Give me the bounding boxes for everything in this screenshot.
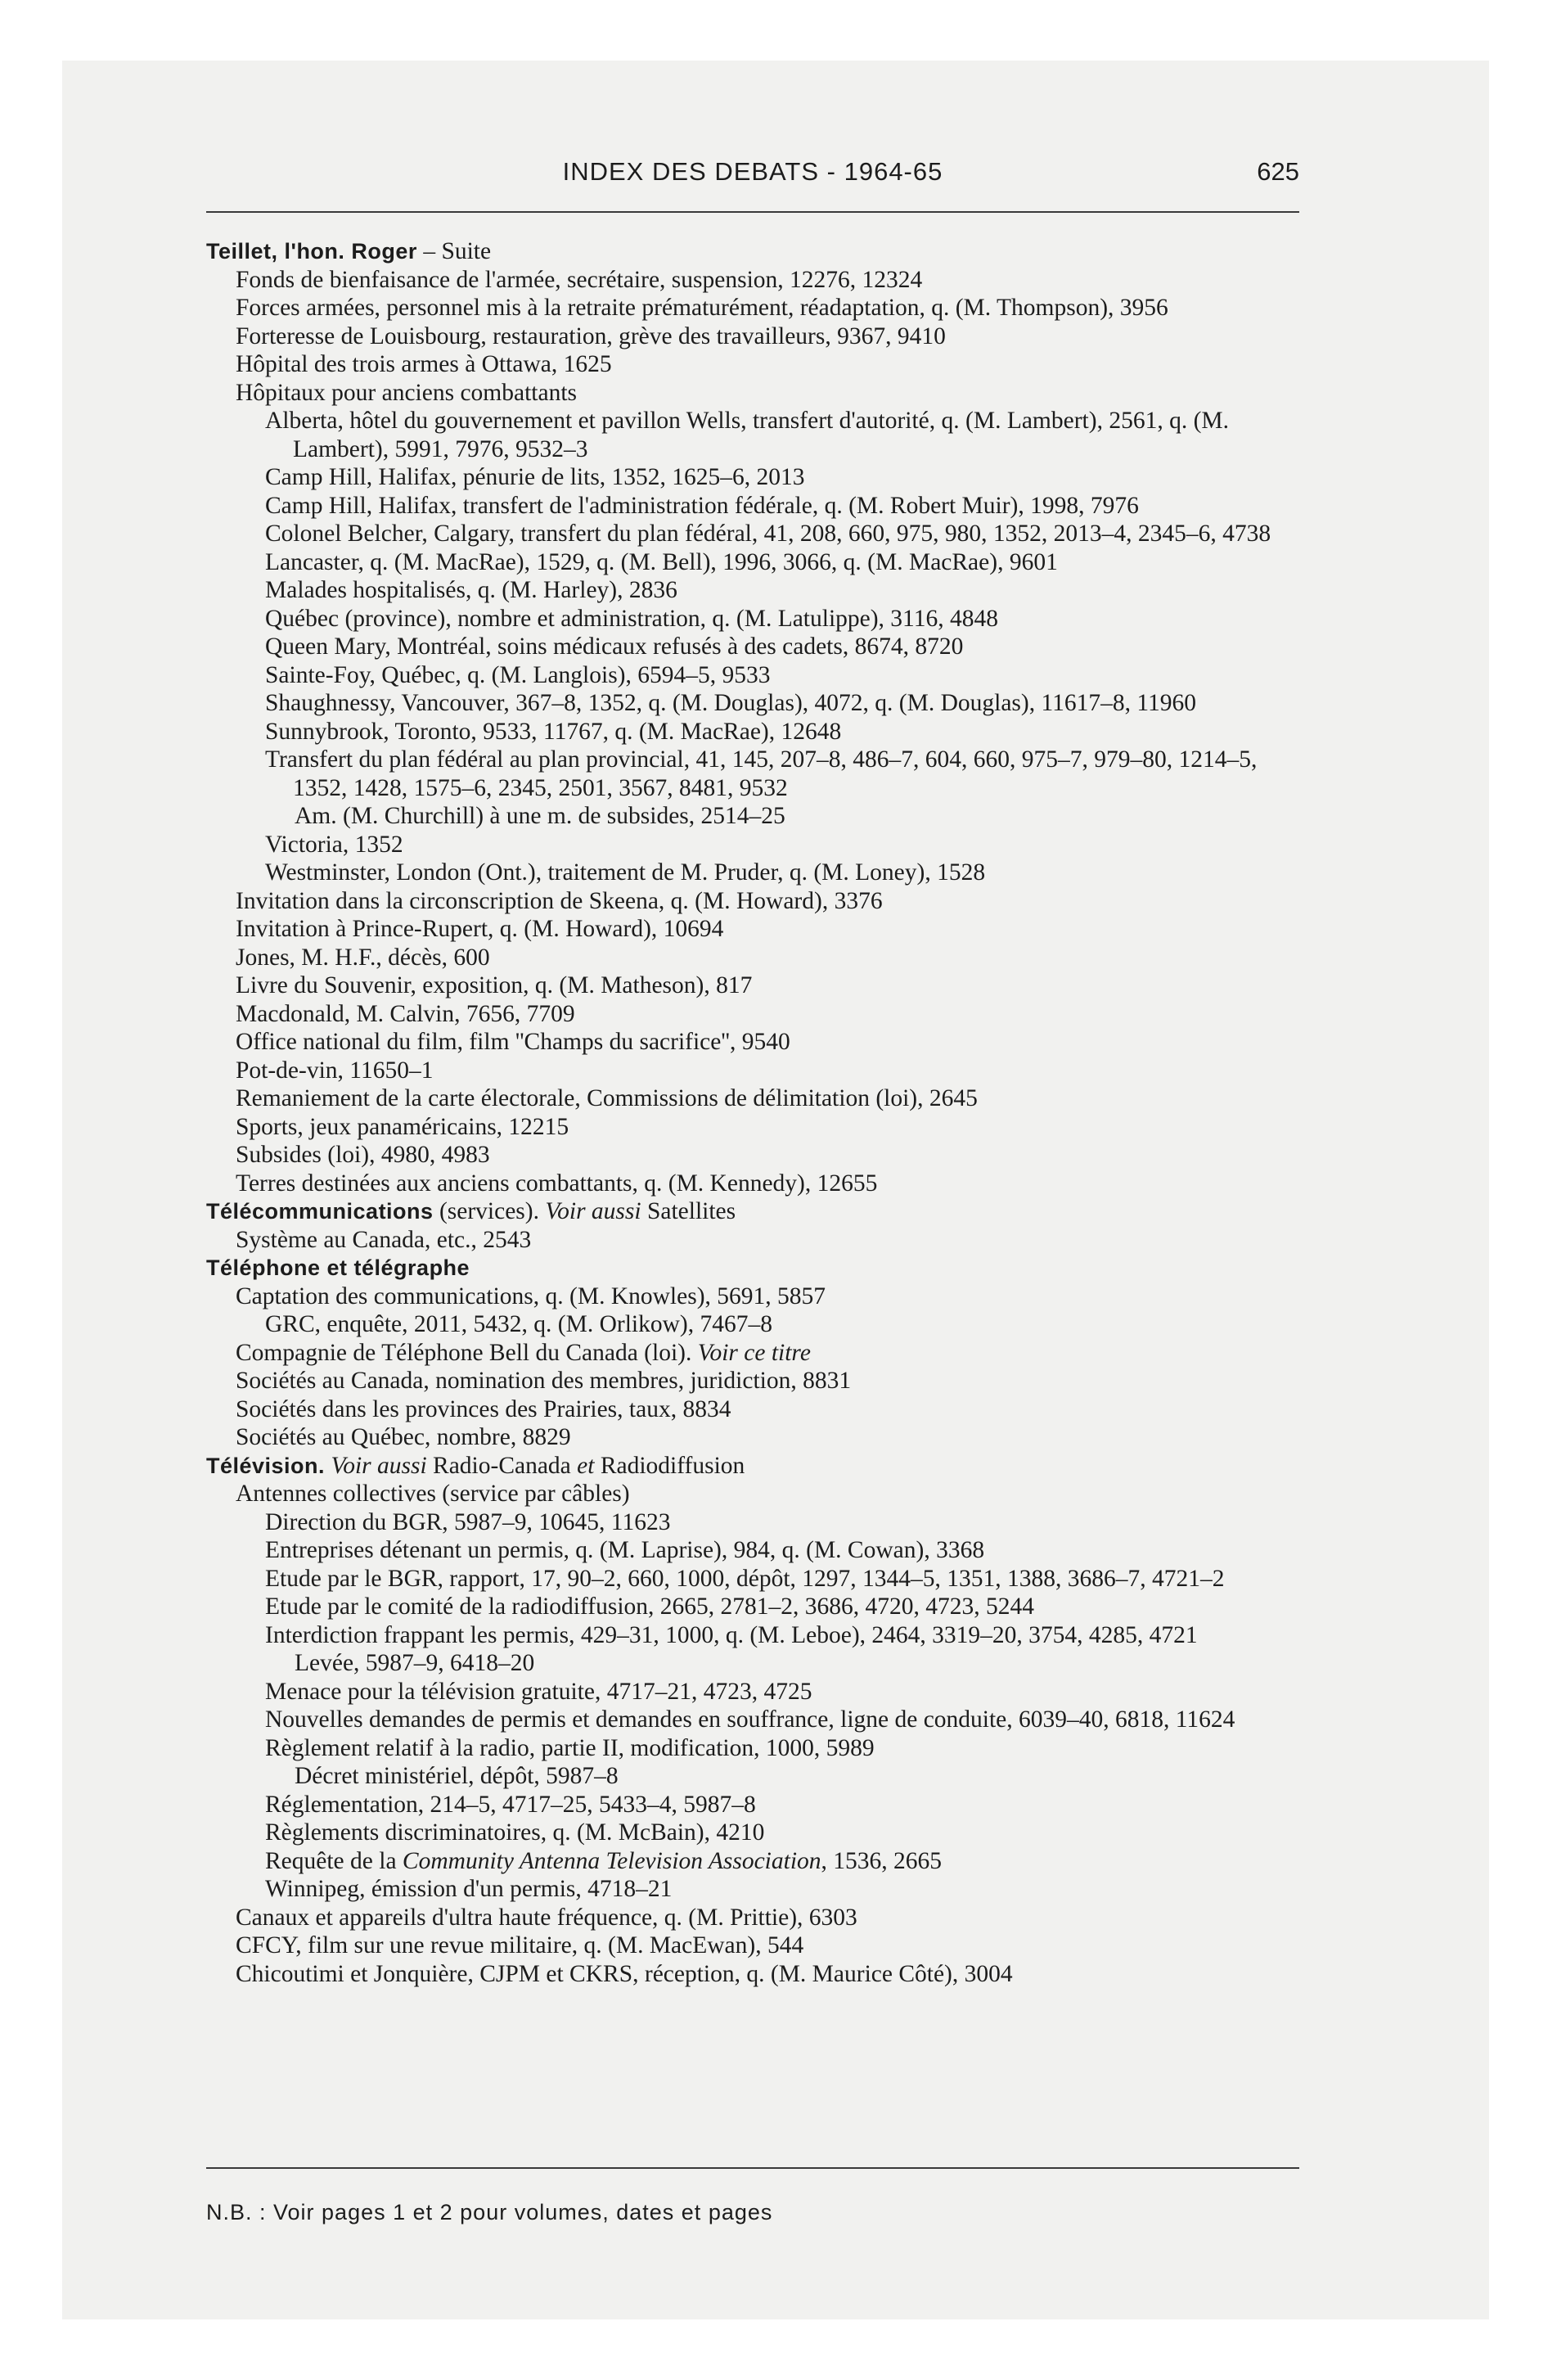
entry-text: Terres destinées aux anciens combattants, q. (M. Kennedy), 12655 — [236, 1170, 878, 1197]
page-header — [206, 85, 1299, 186]
index-entry — [206, 605, 1311, 633]
index-content — [206, 237, 1311, 1988]
entry-text: Alberta, hôtel du gouvernement et pavillon Wells, transfert d'autorité, q. (M. Lambert), 2561, q. (M. Lambert), 5991, 7976, 9532–3 — [265, 408, 1229, 462]
entry-text: Livre du Souvenir, exposition, q. (M. Matheson), 817 — [236, 972, 753, 998]
index-entry — [206, 859, 1311, 887]
index-entry — [206, 1395, 1311, 1424]
entry-text: Captation des communications, q. (M. Knowles), 5691, 5857 — [236, 1282, 826, 1309]
index-entry — [206, 633, 1311, 661]
index-entry — [206, 1282, 1311, 1311]
entry-text: Shaughnessy, Vancouver, 367–8, 1352, q. (M. Douglas), 4072, q. (M. Douglas), 11617–8, 11960 — [265, 690, 1197, 716]
index-entry — [206, 1875, 1311, 1904]
index-entry — [206, 1621, 1311, 1650]
index-entry — [206, 492, 1311, 521]
index-entry — [206, 1960, 1311, 1989]
entry-cross-reference: Voir aussi — [331, 1452, 427, 1479]
entry-text: Sunnybrook, Toronto, 9533, 11767, q. (M. MacRae), 12648 — [265, 718, 842, 745]
entry-heading: Teillet, l'hon. Roger — [206, 239, 417, 264]
entry-text: Nouvelles demandes de permis et demandes en souffrance, ligne de conduite, 6039–40, 6818, 11624 — [265, 1706, 1235, 1733]
index-entry — [206, 802, 1311, 831]
entry-text: Invitation dans la circonscription de Skeena, q. (M. Howard), 3376 — [236, 887, 883, 914]
entry-text: Hôpitaux pour anciens combattants — [236, 379, 577, 406]
index-entry — [206, 266, 1311, 295]
index-entry — [206, 548, 1311, 577]
entry-text: CFCY, film sur une revue militaire, q. (M. MacEwan), 544 — [236, 1932, 804, 1959]
index-entry — [206, 1593, 1311, 1621]
entry-heading: Téléphone et télégraphe — [206, 1255, 470, 1280]
index-entry — [206, 322, 1311, 351]
entry-text: Malades hospitalisés, q. (M. Harley), 2836 — [265, 577, 677, 603]
entry-text: Règlement relatif à la radio, partie II, modification, 1000, 5989 — [265, 1734, 875, 1761]
entry-heading: Télécommunications — [206, 1199, 434, 1224]
entry-text: Jones, M. H.F., décès, 600 — [236, 944, 490, 971]
entry-text: Colonel Belcher, Calgary, transfert du plan fédéral, 41, 208, 660, 975, 980, 1352, 2013–4, 2345–6, 4738 — [265, 521, 1271, 547]
entry-text: Chicoutimi et Jonquière, CJPM et CKRS, réception, q. (M. Maurice Côté), 3004 — [236, 1960, 1013, 1987]
entry-text: Satellites — [641, 1198, 736, 1224]
entry-text: Antennes collectives (service par câbles) — [236, 1481, 630, 1507]
index-entry — [206, 1141, 1311, 1170]
entry-text: Réglementation, 214–5, 4717–25, 5433–4, 5987–8 — [265, 1791, 756, 1818]
entry-text: Lancaster, q. (M. MacRae), 1529, q. (M. Bell), 1996, 3066, q. (M. MacRae), 9601 — [265, 548, 1058, 575]
entry-text: Remaniement de la carte électorale, Commissions de délimitation (loi), 2645 — [236, 1085, 978, 1111]
index-entry — [206, 718, 1311, 746]
index-entry — [206, 915, 1311, 944]
entry-text: Système au Canada, etc., 2543 — [236, 1226, 532, 1253]
index-entry — [206, 1367, 1311, 1395]
entry-text: Am. (M. Churchill) à une m. de subsides, 2514–25 — [295, 803, 785, 829]
entry-text: Levée, 5987–9, 6418–20 — [295, 1650, 535, 1676]
index-entry — [206, 1508, 1311, 1537]
footnote: N.B. : Voir pages 1 et 2 pour volumes, dates et pages — [206, 2200, 773, 2224]
entry-text: Victoria, 1352 — [265, 831, 403, 858]
index-entry — [206, 463, 1311, 492]
entry-text: GRC, enquête, 2011, 5432, q. (M. Orlikow), 7467–8 — [265, 1311, 772, 1337]
index-entry — [206, 1339, 1311, 1368]
entry-text: , 1536, 2665 — [821, 1847, 943, 1874]
index-entry — [206, 661, 1311, 690]
entry-text: Interdiction frappant les permis, 429–31, 1000, q. (M. Leboe), 2464, 3319–20, 3754, 4285, 4721 — [265, 1621, 1198, 1648]
entry-text: Menace pour la télévision gratuite, 4717–21, 4723, 4725 — [265, 1678, 812, 1705]
index-entry — [206, 1847, 1311, 1876]
footer-rule — [206, 2167, 1299, 2169]
entry-text: Sainte-Foy, Québec, q. (M. Langlois), 6594–5, 9533 — [265, 661, 771, 688]
index-entry — [206, 1028, 1311, 1057]
index-entry — [206, 1170, 1311, 1198]
entry-text: Forces armées, personnel mis à la retraite prématurément, réadaptation, q. (M. Thompson), 3956 — [236, 295, 1168, 321]
index-entry — [206, 407, 1311, 463]
entry-text: Winnipeg, émission d'un permis, 4718–21 — [265, 1876, 673, 1902]
entry-text: Requête de la — [265, 1847, 403, 1874]
entry-text: Fonds de bienfaisance de l'armée, secrétaire, suspension, 12276, 12324 — [236, 266, 923, 293]
index-entry — [206, 1565, 1311, 1593]
index-entry — [206, 1480, 1311, 1508]
index-entry — [206, 1931, 1311, 1960]
entry-text: Camp Hill, Halifax, pénurie de lits, 1352, 1625–6, 2013 — [265, 464, 805, 490]
index-heading-entry — [206, 1197, 1311, 1226]
entry-text: Subsides (loi), 4980, 4983 — [236, 1142, 490, 1168]
entry-text: Macdonald, M. Calvin, 7656, 7709 — [236, 1000, 575, 1027]
index-entry — [206, 746, 1311, 802]
entry-text: Sports, jeux panaméricains, 12215 — [236, 1113, 569, 1140]
index-entry — [206, 1706, 1311, 1734]
index-entry — [206, 1084, 1311, 1113]
index-entry — [206, 971, 1311, 1000]
index-entry — [206, 1226, 1311, 1255]
entry-text: Radiodiffusion — [594, 1452, 745, 1479]
header-rule — [206, 211, 1299, 213]
entry-text: Camp Hill, Halifax, transfert de l'administration fédérale, q. (M. Robert Muir), 1998, 7976 — [265, 492, 1139, 519]
index-entry — [206, 1536, 1311, 1565]
index-entry — [206, 379, 1311, 408]
index-heading-entry — [206, 1254, 1311, 1282]
index-entry — [206, 1000, 1311, 1029]
entry-text: Invitation à Prince-Rupert, q. (M. Howard), 10694 — [236, 916, 724, 942]
entry-text: Westminster, London (Ont.), traitement de M. Pruder, q. (M. Loney), 1528 — [265, 859, 986, 886]
index-heading-entry — [206, 1452, 1311, 1481]
entry-heading: Télévision. — [206, 1453, 326, 1478]
index-entry — [206, 1113, 1311, 1142]
index-entry — [206, 294, 1311, 322]
entry-text: Office national du film, film ''Champs du sacrifice'', 9540 — [236, 1029, 790, 1055]
index-entry — [206, 1057, 1311, 1085]
entry-text: Transfert du plan fédéral au plan provincial, 41, 145, 207–8, 486–7, 604, 660, 975–7, 979–80, 1214–5, 1352, 1428, 1575–6, 2345, 2501, 3567, 8481, 9532 — [265, 746, 1258, 801]
index-heading-entry — [206, 237, 1311, 266]
entry-cross-reference: et — [577, 1452, 595, 1479]
index-entry — [206, 1762, 1311, 1791]
entry-text: Forteresse de Louisbourg, restauration, grève des travailleurs, 9367, 9410 — [236, 322, 946, 349]
entry-text: (services). — [433, 1198, 546, 1224]
entry-text: Entreprises détenant un permis, q. (M. Laprise), 984, q. (M. Cowan), 3368 — [265, 1537, 985, 1563]
index-entry — [206, 1791, 1311, 1819]
index-entry — [206, 576, 1311, 605]
index-entry — [206, 1734, 1311, 1763]
index-entry — [206, 1904, 1311, 1932]
entry-cross-reference: Voir aussi — [545, 1198, 641, 1224]
index-entry — [206, 689, 1311, 718]
index-entry — [206, 831, 1311, 859]
entry-text: Compagnie de Téléphone Bell du Canada (loi). — [236, 1339, 698, 1366]
entry-text: Québec (province), nombre et administration, q. (M. Latulippe), 3116, 4848 — [265, 605, 998, 632]
entry-text: Hôpital des trois armes à Ottawa, 1625 — [236, 351, 612, 377]
entry-text: Radio-Canada — [426, 1452, 578, 1479]
entry-text: Etude par le comité de la radiodiffusion, 2665, 2781–2, 3686, 4720, 4723, 5244 — [265, 1593, 1035, 1620]
index-entry — [206, 520, 1311, 548]
page-title: INDEX DES DEBATS - 1964-65 — [562, 157, 943, 186]
entry-text: Etude par le BGR, rapport, 17, 90–2, 660, 1000, dépôt, 1297, 1344–5, 1351, 1388, 3686–7, 4721–2 — [265, 1565, 1225, 1592]
entry-text: – Suite — [416, 238, 492, 264]
entry-text: Queen Mary, Montréal, soins médicaux refusés à des cadets, 8674, 8720 — [265, 633, 964, 660]
entry-text: Direction du BGR, 5987–9, 10645, 11623 — [265, 1508, 671, 1535]
entry-text: Pot-de-vin, 11650–1 — [236, 1057, 434, 1084]
entry-text: Canaux et appareils d'ultra haute fréquence, q. (M. Prittie), 6303 — [236, 1904, 857, 1931]
index-entry — [206, 1649, 1311, 1678]
entry-text: Règlements discriminatoires, q. (M. McBain), 4210 — [265, 1819, 765, 1846]
index-entry — [206, 1423, 1311, 1452]
index-entry — [206, 944, 1311, 972]
entry-text: Décret ministériel, dépôt, 5987–8 — [295, 1763, 619, 1789]
entry-text: Sociétés dans les provinces des Prairies, taux, 8834 — [236, 1395, 731, 1422]
entry-cross-reference: Voir ce titre — [697, 1339, 811, 1366]
index-entry — [206, 1678, 1311, 1706]
page-number: 625 — [1257, 157, 1299, 186]
entry-cross-reference: Community Antenna Television Association — [402, 1847, 821, 1874]
index-entry — [206, 350, 1311, 379]
index-entry — [206, 887, 1311, 916]
index-entry — [206, 1310, 1311, 1339]
entry-text: Sociétés au Québec, nombre, 8829 — [236, 1424, 571, 1450]
entry-text: Sociétés au Canada, nomination des membres, juridiction, 8831 — [236, 1368, 852, 1394]
index-entry — [206, 1819, 1311, 1847]
